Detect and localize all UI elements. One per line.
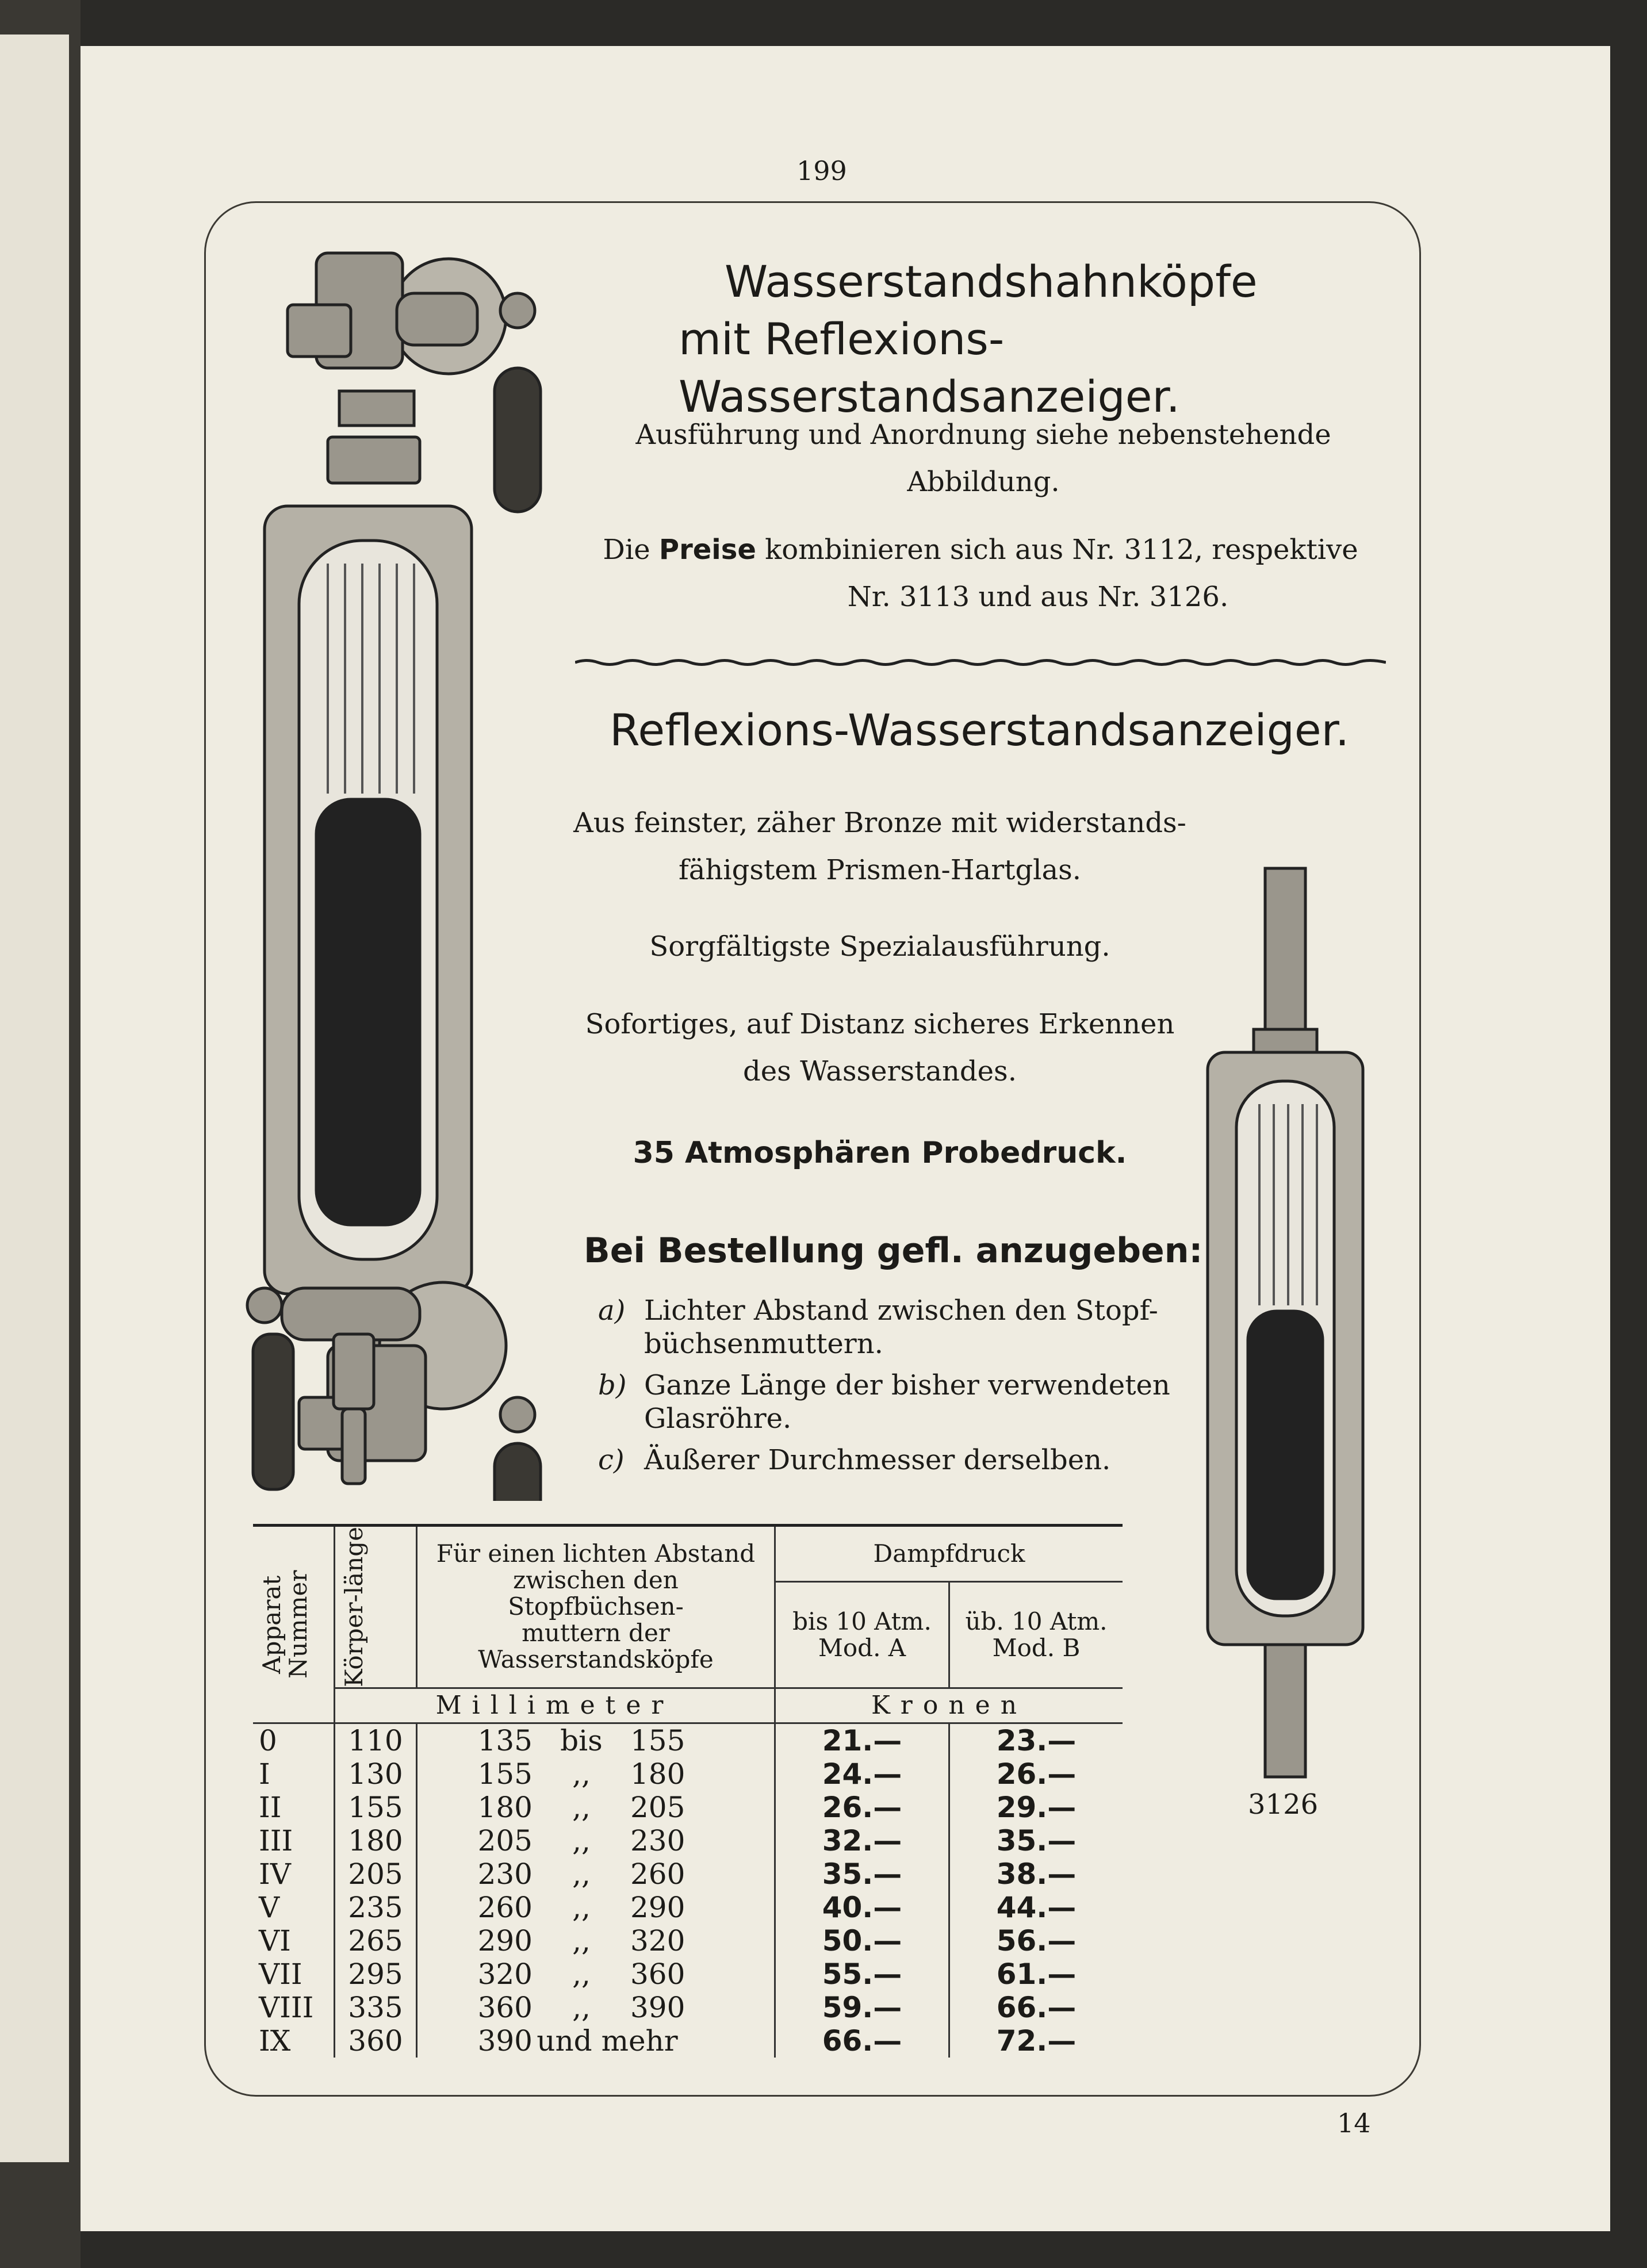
range-to: 290 <box>630 1890 685 1924</box>
cell-price-a: 50.— <box>775 1924 949 1957</box>
order-text-a-line1: Lichter Abstand zwischen den Stopf- <box>644 1294 1158 1327</box>
range-to: 155 <box>630 1723 685 1757</box>
col-abstand-line2: zwischen den Stopfbüchsen- <box>508 1566 684 1621</box>
order-heading: Bei Bestellung gefl. anzugeben: <box>584 1231 1203 1271</box>
range-from: 360 <box>477 1990 533 2024</box>
cell-price-b: 44.— <box>996 1890 1077 1924</box>
order-list <box>598 1294 1185 1485</box>
cell-price-b: 66.— <box>996 1990 1077 2024</box>
col-a-line2: Mod. A <box>818 1633 906 1662</box>
cell-abstand <box>417 1957 775 1991</box>
table-row <box>253 1824 1123 1857</box>
table-row <box>253 1791 1123 1824</box>
table-row <box>253 1924 1123 1957</box>
table-row <box>253 1991 1123 2024</box>
cell-price-b: 61.— <box>996 1957 1077 1991</box>
unit-mm: Millimeter <box>335 1688 775 1723</box>
range-sep: ,, <box>572 1790 591 1824</box>
cell-price-b: 35.— <box>996 1823 1077 1857</box>
cell-laenge: 295 <box>335 1957 417 1991</box>
cell-nummer: VI <box>253 1924 335 1957</box>
order-text-b-line1: Ganze Länge der bisher verwendeten <box>644 1369 1170 1401</box>
range-to: 320 <box>630 1924 685 1957</box>
main-heading-line1: Wasserstandshahnköpfe <box>725 256 1258 307</box>
range-sep: ,, <box>572 1823 591 1857</box>
order-text-b <box>644 1369 1170 1435</box>
col-b-header <box>949 1581 1123 1688</box>
range-from: 135 <box>477 1723 533 1757</box>
cell-price-a: 32.— <box>775 1824 949 1857</box>
paragraph-prices <box>569 526 1392 620</box>
paragraph-material-line1: Aus feinster, zäher Bronze mit widerstands- <box>573 807 1186 839</box>
col-a-line1: bis 10 Atm. <box>792 1607 932 1635</box>
price-table-body <box>253 1723 1123 2058</box>
order-text-c: Äußerer Durchmesser derselben. <box>644 1444 1111 1476</box>
col-a-header <box>775 1581 949 1688</box>
paragraph-recognition-line1: Sofortiges, auf Distanz sicheres Erkennen <box>585 1008 1175 1040</box>
prices-bold-word: Preise <box>658 534 756 566</box>
col-koerper-header <box>335 1526 417 1688</box>
range-sep: ,, <box>572 1990 591 2024</box>
order-marker-a: a) <box>598 1294 626 1327</box>
cell-laenge: 205 <box>335 1857 417 1891</box>
order-text-b-line2: Glasröhre. <box>644 1403 792 1435</box>
paragraph-design <box>610 411 1357 505</box>
cell-nummer: VIII <box>253 1991 335 2024</box>
cell-price-a: 55.— <box>775 1957 949 1991</box>
table-row <box>253 1723 1123 1757</box>
cell-price-b: 56.— <box>996 1924 1077 1957</box>
paragraph-design-line2: Abbildung. <box>907 466 1060 498</box>
figure-label-3126: 3126 <box>1248 1788 1319 1821</box>
range-from: 320 <box>477 1957 533 1991</box>
cell-nummer: 0 <box>253 1723 335 1757</box>
main-heading <box>679 253 1426 426</box>
order-item-c <box>598 1443 1185 1477</box>
cell-price-b: 38.— <box>996 1857 1077 1891</box>
col-apparat-label: Apparat Nummer <box>258 1570 312 1679</box>
range-from: 230 <box>477 1857 533 1891</box>
cell-abstand <box>417 1924 775 1957</box>
cell-nummer: IX <box>253 2024 335 2058</box>
page-number: 199 <box>796 155 847 186</box>
cell-nummer: III <box>253 1824 335 1857</box>
cell-laenge: 265 <box>335 1924 417 1957</box>
paragraph-material <box>564 799 1196 894</box>
cell-abstand <box>417 1891 775 1924</box>
order-marker-b: b) <box>598 1369 627 1401</box>
sub-heading: Reflexions-Wasserstandsanzeiger. <box>610 704 1350 756</box>
cell-abstand <box>417 1791 775 1824</box>
footer-number: 14 <box>1337 2108 1371 2139</box>
cell-price-a: 35.— <box>775 1857 949 1891</box>
cell-abstand <box>417 1723 775 1757</box>
cell-laenge: 235 <box>335 1891 417 1924</box>
col-abstand-line1: Für einen lichten Abstand <box>436 1539 756 1568</box>
range-from: 390 <box>477 2024 533 2058</box>
col-koerper-label: Körper-länge <box>340 1527 368 1687</box>
table-row <box>253 2024 1123 2058</box>
table-row <box>253 1891 1123 1924</box>
range-sep: ,, <box>572 1757 591 1791</box>
range-to: 260 <box>630 1857 685 1891</box>
paragraph-prices-line2: Nr. 3113 und aus Nr. 3126. <box>847 581 1229 613</box>
paragraph-prices-line1 <box>569 526 1392 573</box>
cell-laenge: 155 <box>335 1791 417 1824</box>
range-sep: ,, <box>572 1857 591 1891</box>
gauge-3126-illustration <box>1202 863 1374 1783</box>
cell-price-a: 40.— <box>775 1891 949 1924</box>
cell-nummer: V <box>253 1891 335 1924</box>
col-b-line2: Mod. B <box>992 1633 1081 1662</box>
col-b-line1: üb. 10 Atm. <box>965 1607 1108 1635</box>
range-to: 180 <box>630 1757 685 1791</box>
cell-laenge: 360 <box>335 2024 417 2058</box>
range-from: 205 <box>477 1823 533 1857</box>
cell-price-b: 23.— <box>996 1723 1077 1757</box>
price-table <box>253 1524 1123 2058</box>
cell-laenge: 110 <box>335 1723 417 1757</box>
range-sep: ,, <box>572 1890 591 1924</box>
range-sep: ,, <box>572 1924 591 1957</box>
cell-nummer: I <box>253 1757 335 1791</box>
order-text-a-line2: büchsenmuttern. <box>644 1328 883 1360</box>
range-from: 290 <box>477 1924 533 1957</box>
order-marker-c: c) <box>598 1444 625 1476</box>
cell-laenge: 335 <box>335 1991 417 2024</box>
cell-nummer: IV <box>253 1857 335 1891</box>
range-to: 390 <box>630 1990 685 2024</box>
prices-prefix: Die <box>603 534 650 566</box>
paragraph-design-line1: Ausführung und Anordnung siehe nebenstehende <box>635 419 1331 451</box>
col-dampf-header: Dampfdruck <box>775 1526 1123 1582</box>
cell-laenge: 180 <box>335 1824 417 1857</box>
col-abstand-line3: muttern der Wasserstandsköpfe <box>478 1619 714 1674</box>
paragraph-special: Sorgfältigste Spezialausführung. <box>649 930 1110 963</box>
cell-price-a: 21.— <box>775 1723 949 1757</box>
range-from: 260 <box>477 1890 533 1924</box>
order-item-b <box>598 1369 1185 1435</box>
range-to: 230 <box>630 1823 685 1857</box>
cell-abstand <box>417 1757 775 1791</box>
cell-price-b: 26.— <box>996 1757 1077 1791</box>
range-sep: bis <box>560 1723 603 1757</box>
range-from: 155 <box>477 1757 533 1791</box>
cell-abstand <box>417 1991 775 2024</box>
main-heading-line2: mit Reflexions-Wasserstandsanzeiger. <box>679 313 1180 422</box>
cell-price-a: 66.— <box>775 2024 949 2058</box>
wavy-divider <box>575 658 1386 666</box>
cell-price-a: 26.— <box>775 1791 949 1824</box>
order-item-a <box>598 1294 1185 1361</box>
cell-nummer: VII <box>253 1957 335 1991</box>
range-from: 180 <box>477 1790 533 1824</box>
cell-laenge: 130 <box>335 1757 417 1791</box>
paragraph-recognition <box>564 1001 1196 1095</box>
paragraph-material-line2: fähigstem Prismen-Hartglas. <box>678 854 1082 886</box>
cell-price-a: 59.— <box>775 1991 949 2024</box>
facing-page-edge <box>0 35 69 2162</box>
order-text-a <box>644 1294 1158 1361</box>
unit-kronen: Kronen <box>775 1688 1123 1723</box>
range-sep: ,, <box>572 1957 591 1991</box>
table-row <box>253 1857 1123 1891</box>
col-abstand-header <box>417 1526 775 1688</box>
cell-price-b: 29.— <box>996 1790 1077 1824</box>
table-row <box>253 1957 1123 1991</box>
cell-abstand <box>417 1857 775 1891</box>
paragraph-recognition-line2: des Wasserstandes. <box>743 1055 1017 1087</box>
cell-price-a: 24.— <box>775 1757 949 1791</box>
prices-rest: kombinieren sich aus Nr. 3112, respektive <box>765 534 1358 566</box>
cell-price-b: 72.— <box>996 2024 1077 2058</box>
drain-cock-illustration <box>236 1271 449 1501</box>
range-to: 360 <box>630 1957 685 1991</box>
range-to: 205 <box>630 1790 685 1824</box>
cell-abstand <box>417 2024 775 2058</box>
test-pressure: 35 Atmosphären Probedruck. <box>633 1136 1127 1170</box>
table-row <box>253 1757 1123 1791</box>
col-apparat-header <box>253 1526 335 1723</box>
cell-nummer: II <box>253 1791 335 1824</box>
cell-abstand <box>417 1824 775 1857</box>
range-sep: und mehr <box>537 2024 678 2058</box>
